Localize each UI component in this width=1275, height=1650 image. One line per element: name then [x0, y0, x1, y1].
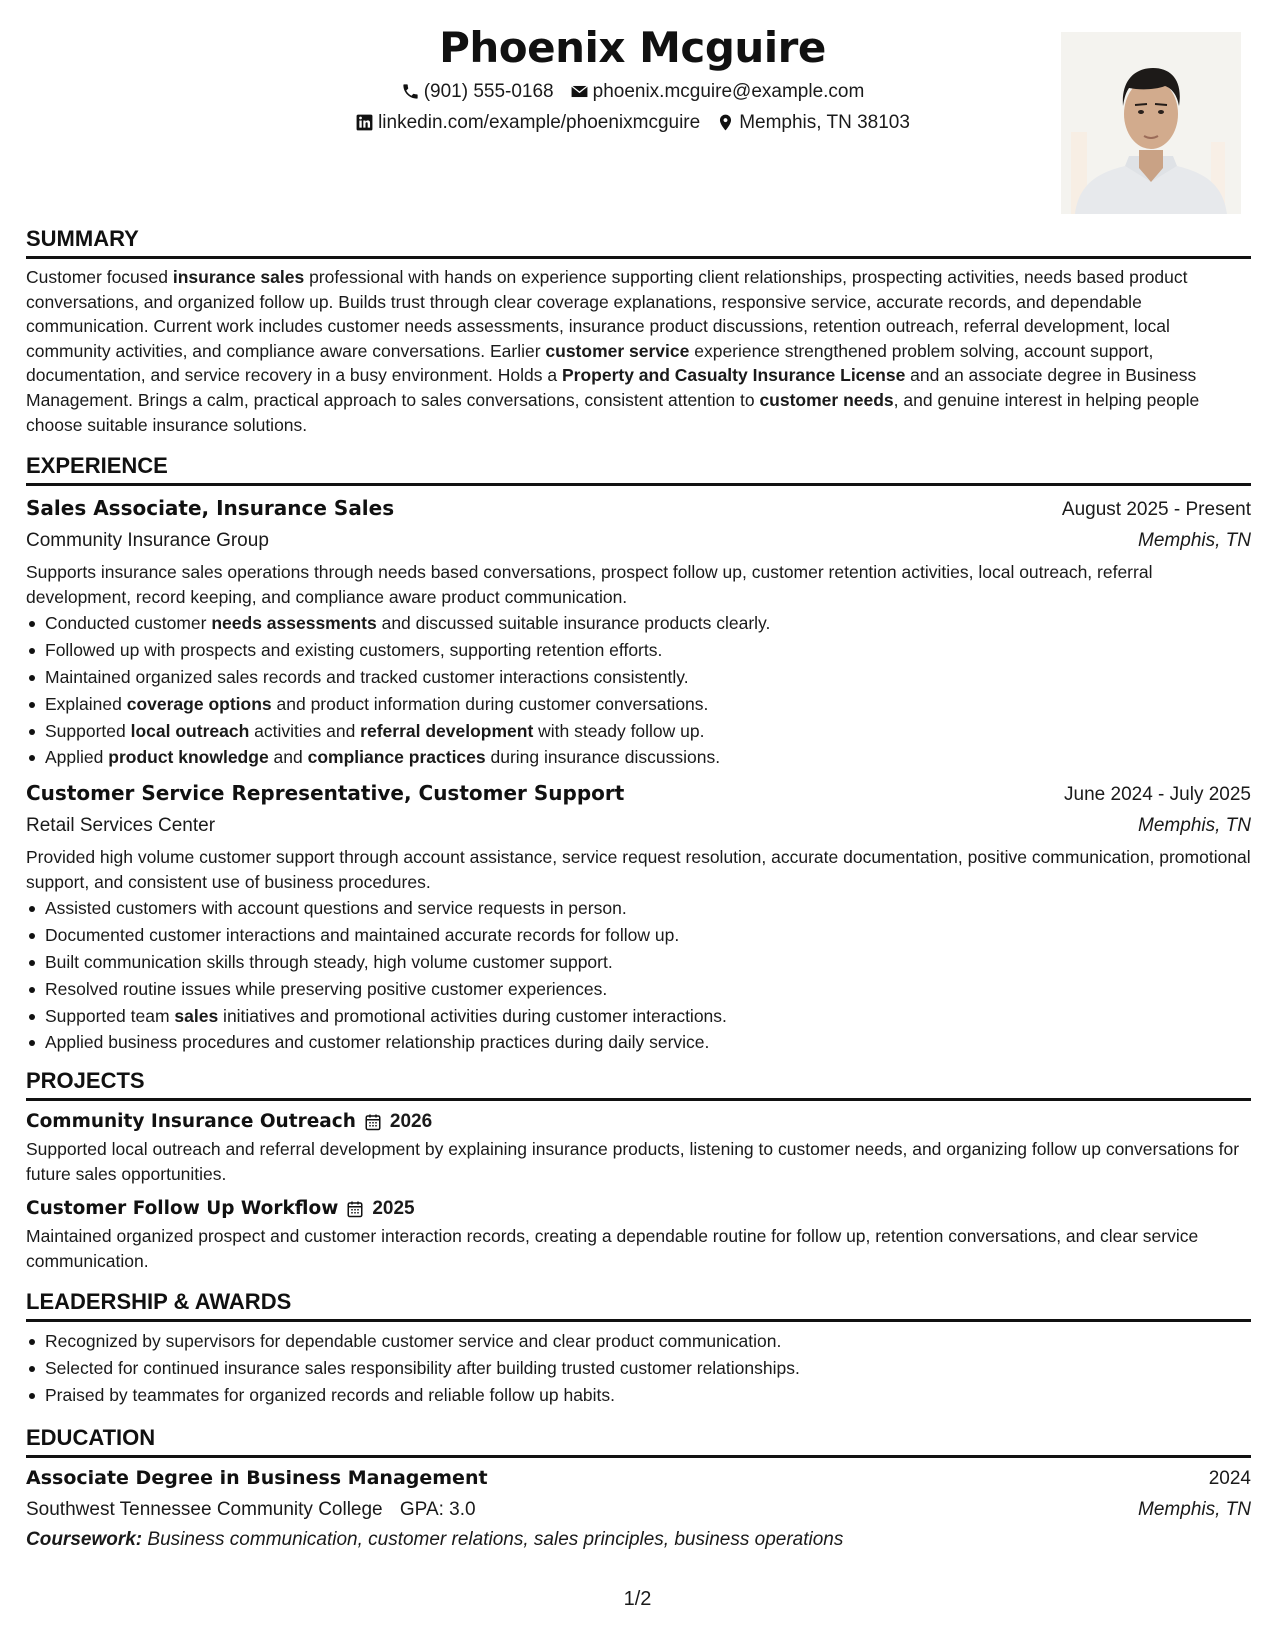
text-run: Customer focused: [26, 267, 173, 287]
job-bullet: [26, 718, 1251, 745]
linkedin-text: linkedin.com/example/phoenixmcguire: [378, 112, 701, 133]
project-year: 2026: [389, 1111, 433, 1133]
text-run: Maintained organized sales records and tracked customer interactions consistently.: [45, 666, 689, 687]
text-run: activities and: [249, 720, 361, 741]
profile-photo: [1061, 32, 1241, 214]
email-text: phoenix.mcguire@example.com: [592, 81, 865, 102]
experience-heading: EXPERIENCE: [26, 451, 1251, 486]
text-run: Built communication skills through steady, high volume customer support.: [45, 951, 613, 972]
leadership-list: [26, 1328, 1251, 1408]
text-run: Supported team: [45, 1005, 175, 1026]
job-description: Provided high volume customer support through account assistance, service request resolution, accurate documentation, positive communication, promotional support, and consistent use of business procedures.: [26, 847, 1251, 892]
job-description: Supports insurance sales operations through needs based conversations, prospect follow up, customer retention activities, local outreach, referral development, record keeping, and compliance aware product communication.: [26, 562, 1153, 607]
text-run: and an associate degree in Business Management. Brings a calm, practical approach to sales conversations, consistent attention to: [26, 365, 1197, 410]
email-contact[interactable]: [570, 76, 865, 107]
coursework-text: Business communication, customer relations, sales principles, business operations: [147, 1528, 844, 1550]
page-number: 1/2: [623, 1588, 652, 1610]
school-name: Southwest Tennessee Community College: [26, 1498, 383, 1520]
job-bullet: [26, 895, 1251, 922]
text-run: , and genuine interest in helping people choose suitable insurance solutions.: [26, 389, 1200, 435]
calendar-icon: [346, 1200, 364, 1218]
calendar-icon: [364, 1113, 382, 1131]
bold-text: product knowledge: [108, 747, 269, 768]
job-location: Memphis, TN: [1138, 815, 1251, 837]
text-run: Conducted customer: [45, 613, 212, 634]
summary-text: [26, 265, 1251, 437]
text-run: and: [268, 747, 308, 768]
text-run: and discussed suitable insurance products clearly.: [376, 613, 771, 634]
person-portrait-icon: [1061, 32, 1241, 214]
job-bullet: [26, 922, 1251, 949]
leadership-heading: LEADERSHIP & AWARDS: [26, 1287, 1251, 1322]
job-bullet: [26, 949, 1251, 976]
job-bullet-list: [26, 610, 1251, 771]
location-contact: [716, 107, 910, 138]
bold-text: compliance practices: [307, 747, 486, 768]
text-run: Assisted customers with account questions and service requests in person.: [45, 898, 627, 919]
project-title: Customer Follow Up Workflow: [26, 1198, 339, 1220]
summary-heading: SUMMARY: [26, 224, 1251, 259]
job-entry: [26, 492, 1251, 771]
location-text: Memphis, TN 38103: [739, 112, 910, 133]
bold-text: coverage options: [126, 693, 272, 714]
coursework-label: Coursework:: [26, 1528, 143, 1550]
school-location: Memphis, TN: [1138, 1498, 1251, 1520]
project-entry: [26, 1194, 1251, 1273]
leadership-section: [26, 1287, 1251, 1408]
job-bullet: [26, 1003, 1251, 1030]
job-dates: June 2024 - July 2025: [1064, 784, 1251, 806]
bold-text: sales: [174, 1005, 219, 1026]
bold-text: local outreach: [130, 720, 250, 741]
job-title: Sales Associate, Insurance Sales: [26, 496, 395, 521]
education-heading: EDUCATION: [26, 1423, 1251, 1458]
resume-body: [26, 224, 1251, 1569]
coursework: [26, 1525, 1251, 1555]
candidate-name: Phoenix Mcguire: [439, 23, 826, 72]
gpa: GPA: 3.0: [399, 1498, 476, 1520]
leadership-item: Recognized by supervisors for dependable customer service and clear product communication.: [26, 1328, 1251, 1355]
bold-text: Property and Casualty Insurance License: [561, 365, 906, 386]
linkedin-icon: [355, 113, 374, 132]
project-description: Supported local outreach and referral development by explaining insurance products, listening to customer needs, and organizing follow up conversations for future sales opportunities.: [26, 1139, 1240, 1184]
degree-year: 2024: [1208, 1467, 1251, 1489]
text-run: initiatives and promotional activities during customer interactions.: [218, 1005, 727, 1026]
job-dates: August 2025 - Present: [1061, 499, 1251, 521]
bold-text: customer needs: [759, 389, 894, 410]
job-bullet: [26, 976, 1251, 1003]
projects-section: [26, 1066, 1251, 1273]
text-run: Supported: [45, 720, 131, 741]
linkedin-contact[interactable]: [355, 107, 700, 138]
project-year: 2025: [372, 1198, 415, 1220]
job-bullet: [26, 1029, 1251, 1056]
text-run: Followed up with prospects and existing customers, supporting retention efforts.: [45, 640, 663, 661]
bold-text: customer service: [545, 340, 690, 361]
job-location: Memphis, TN: [1138, 530, 1251, 552]
leadership-item: Praised by teammates for organized records and reliable follow up habits.: [26, 1382, 1251, 1409]
project-title: Community Insurance Outreach: [26, 1111, 356, 1133]
education-section: [26, 1423, 1251, 1555]
job-company: Community Insurance Group: [26, 530, 269, 552]
bold-text: referral development: [360, 720, 534, 741]
text-run: Resolved routine issues while preserving positive customer experiences.: [45, 978, 608, 999]
envelope-icon: [570, 82, 589, 101]
text-run: and product information during customer conversations.: [271, 693, 709, 714]
experience-section: [26, 451, 1251, 1056]
job-bullet: [26, 637, 1251, 664]
text-run: experience strengthened problem solving, account support, documentation, and service recovery in a busy environment. Holds a: [26, 340, 1154, 386]
text-run: Applied: [45, 747, 109, 768]
map-pin-icon: [716, 113, 735, 132]
job-company: Retail Services Center: [26, 815, 216, 837]
job-bullet: [26, 744, 1251, 771]
text-run: professional with hands on experience supporting client relationships, prospecting activities, needs based product conversations, and organized follow up. Builds trust through clear coverage explanations, responsive service, accurate records, and dependable communication. Current work includes customer needs assessments, insurance product discussions, retention outreach, referral development, local community activities, and compliance aware conversations. Earlier: [26, 267, 1188, 361]
project-entry: [26, 1107, 1251, 1186]
job-bullet-list: [26, 895, 1251, 1056]
job-bullet: [26, 691, 1251, 718]
phone-icon: [401, 82, 420, 101]
text-run: with steady follow up.: [533, 720, 705, 741]
job-entry: [26, 777, 1251, 1056]
text-run: Applied business procedures and customer relationship practices during daily service.: [45, 1032, 710, 1053]
bold-text: insurance sales: [172, 267, 305, 287]
degree-title: Associate Degree in Business Management: [26, 1466, 488, 1489]
summary-section: [26, 224, 1251, 437]
text-run: Explained: [45, 693, 127, 714]
phone-text: (901) 555-0168: [423, 81, 554, 102]
job-bullet: [26, 610, 1251, 637]
job-bullet: [26, 664, 1251, 691]
bold-text: needs assessments: [211, 613, 377, 634]
text-run: Documented customer interactions and maintained accurate records for follow up.: [45, 925, 680, 946]
project-description: Maintained organized prospect and customer interaction records, creating a dependable routine for follow up, retention conversations, and clear service communication.: [26, 1226, 1199, 1271]
text-run: during insurance discussions.: [485, 747, 721, 768]
job-title: Customer Service Representative, Customer Support: [26, 781, 625, 806]
phone-contact[interactable]: [401, 76, 554, 107]
leadership-item: Selected for continued insurance sales responsibility after building trusted customer relationships.: [26, 1355, 1251, 1382]
projects-heading: PROJECTS: [26, 1066, 1251, 1101]
